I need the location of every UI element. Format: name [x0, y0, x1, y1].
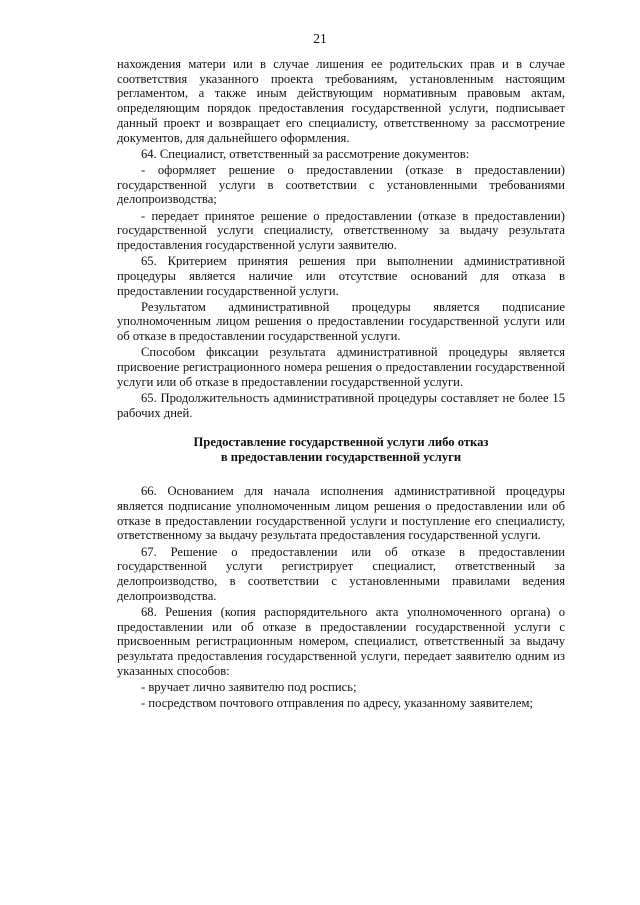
- paragraph: Результатом административной процедуры является подписание уполномоченным лицом решения о предоставлении государственной услуги или об отказе в предоставлении государственной услуги.: [117, 299, 565, 344]
- paragraph: 65. Продолжительность административной процедуры составляет не более 15 рабочих дней.: [117, 390, 565, 420]
- paragraph: 68. Решения (копия распорядительного акта уполномоченного органа) о предоставлении или об отказе в предоставлении государственной услуги с присвоенным регистрационным номером, специалист, ответственный за выдачу результата предоставления государственной услуги, передает заявителю одним из указанных способов:: [117, 605, 565, 678]
- section-heading-line-1: Предоставление государственной услуги либо отказ: [193, 435, 489, 450]
- section-heading: [117, 435, 565, 465]
- paragraph: 65. Критерием принятия решения при выполнении административной процедуры является наличие или отсутствие оснований для отказа в предоставлении государственной услуги.: [117, 254, 565, 298]
- paragraph: 64. Специалист, ответственный за рассмотрение документов:: [141, 146, 470, 161]
- paragraph: нахождения матери или в случае лишения ее родительских прав и в случае соответствия указанного проекта требованиям, установленным настоящим регламентом, а также иным действующим нормативным правовым актам, определяющим порядок предоставления государственной услуги, подписывает данный проект и возвращает его специалисту, ответственному за рассмотрение документов, для дальнейшего оформления.: [117, 57, 565, 145]
- paragraph: - посредством почтового отправления по адресу, указанному заявителем;: [141, 696, 533, 711]
- paragraphs-before-heading: [117, 57, 565, 420]
- paragraph: - оформляет решение о предоставлении (отказе в предоставлении) государственной услуги в соответствии с установленными требованиями делопроизводства;: [117, 162, 565, 207]
- paragraphs-after-heading: [117, 484, 565, 711]
- paragraph: 66. Основанием для начала исполнения административной процедуры является подписание уполномоченным лицом решения о предоставлении или об отказе в предоставлении государственной услуги и поступление его специалисту, ответственному за выдачу результата предоставления государственной услуги.: [117, 484, 565, 543]
- paragraph: - передает принятое решение о предоставлении (отказе в предоставлении) государственной услуги специалисту, ответственному за выдачу результата предоставления государственной услуги заявителю.: [117, 208, 565, 252]
- paragraph: Способом фиксации результата административной процедуры является присвоение регистрационного номера решения о предоставлении государственной услуги или об отказе в предоставлении государственной услуги.: [117, 345, 565, 389]
- paragraph: - вручает лично заявителю под роспись;: [141, 680, 357, 695]
- paragraph: 67. Решение о предоставлении или об отказе в предоставлении государственной услуги регистрирует специалист, ответственный за делопроизводство, в соответствии с установленными правилами ведения делопроизводства.: [117, 544, 565, 603]
- page-number: 21: [313, 31, 327, 46]
- section-heading-line-2: в предоставлении государственной услуги: [220, 450, 462, 465]
- document-body: [117, 57, 565, 712]
